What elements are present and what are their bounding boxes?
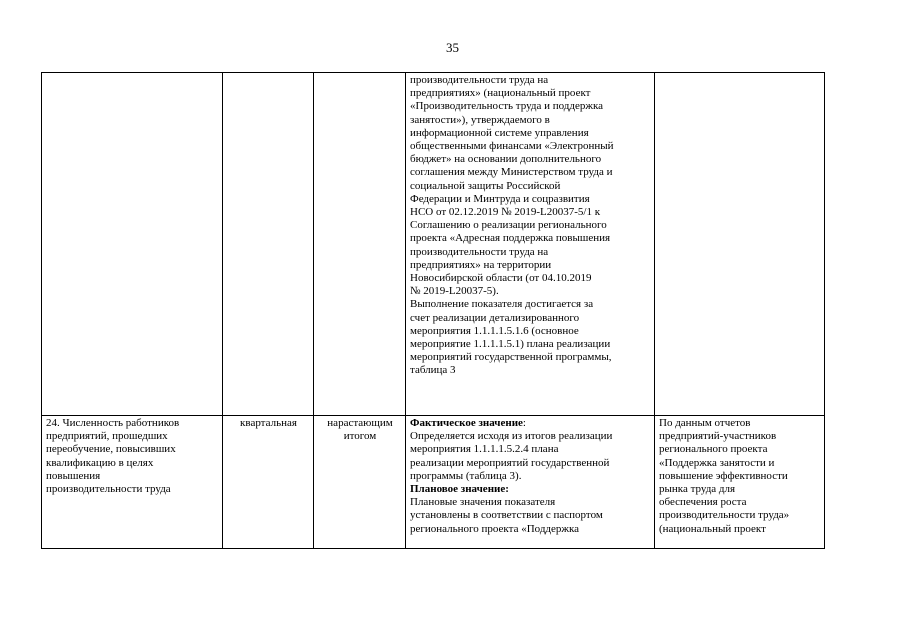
calculation-method-text-line: мероприятие 1.1.1.1.5.1) плана реализации — [410, 338, 611, 351]
planned-value-line: регионального проекта «Поддержка — [410, 522, 580, 535]
calculation-method-text-line: № 2019-L20037-5). — [410, 285, 499, 298]
actual-value-line: Определяется исходя из итогов реализации — [410, 430, 613, 443]
data-source-cell — [655, 416, 825, 549]
calculation-method-text-line: предприятиях» (национальный проект — [410, 87, 591, 100]
accumulation-cell — [314, 73, 406, 416]
page-number: 35 — [446, 40, 459, 55]
calculation-method-text-line: Федерации и Минтруда и соцразвития — [410, 192, 590, 205]
periodicity-cell — [223, 416, 314, 549]
actual-value-colon: : — [522, 417, 526, 429]
calculation-method-text-line: информационной системе управления — [410, 126, 589, 139]
data-source-line: повышение эффективности — [659, 469, 788, 482]
periodicity-text: квартальная — [240, 417, 297, 429]
indicators-table — [41, 72, 825, 549]
calculation-method-cell — [406, 73, 655, 416]
table-row — [42, 73, 825, 416]
indicator-name-line: квалификацию в целях — [46, 456, 154, 469]
calculation-method-text-line: счет реализации детализированного — [410, 311, 580, 324]
planned-value-line: Плановые значения показателя — [410, 496, 556, 509]
calculation-method-text-line: проекта «Адресная поддержка повышения — [410, 232, 611, 245]
calculation-method-text-line: бюджет» на основании дополнительного — [410, 153, 602, 166]
data-source-line: обеспечения роста — [659, 496, 747, 509]
calculation-method-text-line: Выполнение показателя достигается за — [410, 298, 594, 311]
periodicity-cell — [223, 73, 314, 416]
calculation-method-text-line: предприятиях» на территории — [410, 258, 552, 271]
actual-value-line: мероприятия 1.1.1.1.5.2.4 плана — [410, 443, 559, 456]
planned-value-text — [410, 496, 651, 536]
table-row — [42, 416, 825, 549]
actual-value-heading-line — [410, 417, 651, 430]
planned-value-heading: Плановое значение: — [410, 483, 509, 496]
actual-value-line: реализации мероприятий государственной — [410, 456, 610, 469]
indicator-name-cell — [42, 73, 223, 416]
accumulation-line: нарастающим — [327, 417, 393, 429]
actual-value-text — [410, 430, 651, 483]
accumulation-cell — [314, 416, 406, 549]
data-source-line: (национальный проект — [659, 522, 766, 535]
calculation-method-text-line: Соглашению о реализации регионального — [410, 219, 607, 232]
calculation-method-text-line: мероприятий государственной программы, — [410, 351, 612, 364]
calculation-method-text-line: «Производительность труда и поддержка — [410, 100, 604, 113]
actual-value-heading: Фактическое значение — [410, 417, 523, 429]
calculation-method-text-line: социальной защиты Российской — [410, 179, 561, 192]
calculation-method-cell — [406, 416, 655, 549]
actual-value-line: программы (таблица 3). — [410, 469, 522, 482]
data-source-line: рынка труда для — [659, 483, 736, 496]
calculation-method-text-line: таблица 3 — [410, 364, 456, 377]
indicator-name-line: повышения — [46, 469, 101, 482]
data-source-cell — [655, 73, 825, 416]
calculation-method-text-line: производительности труда на — [410, 74, 549, 86]
calculation-method-text-line: Новосибирской области (от 04.10.2019 — [410, 272, 592, 285]
calculation-method-text-line: мероприятия 1.1.1.1.5.1.6 (основное — [410, 324, 579, 337]
indicator-name-line: производительности труда — [46, 483, 171, 496]
indicator-name-line: переобучение, повысивших — [46, 443, 176, 456]
data-source-line: По данным отчетов — [659, 417, 751, 429]
calculation-method-text-line: занятости»), утверждаемого в — [410, 113, 550, 126]
calculation-method-text-line: соглашения между Министерством труда и — [410, 166, 613, 179]
data-source-line: предприятий-участников — [659, 430, 777, 443]
indicator-name-line: 24. Численность работников — [46, 417, 180, 429]
calculation-method-text-line: общественными финансами «Электронный — [410, 140, 614, 153]
calculation-method-text-line: НСО от 02.12.2019 № 2019-L20037-5/1 к — [410, 206, 601, 219]
planned-value-line: установлены в соответствии с паспортом — [410, 509, 603, 522]
data-source-line: «Поддержка занятости и — [659, 456, 775, 469]
indicator-name-cell — [42, 416, 223, 549]
accumulation-line: итогом — [343, 430, 377, 443]
indicator-name-line: предприятий, прошедших — [46, 430, 168, 443]
data-source-line: регионального проекта — [659, 443, 768, 456]
data-source-line: производительности труда» — [659, 509, 790, 522]
calculation-method-text-line: производительности труда на — [410, 245, 549, 258]
